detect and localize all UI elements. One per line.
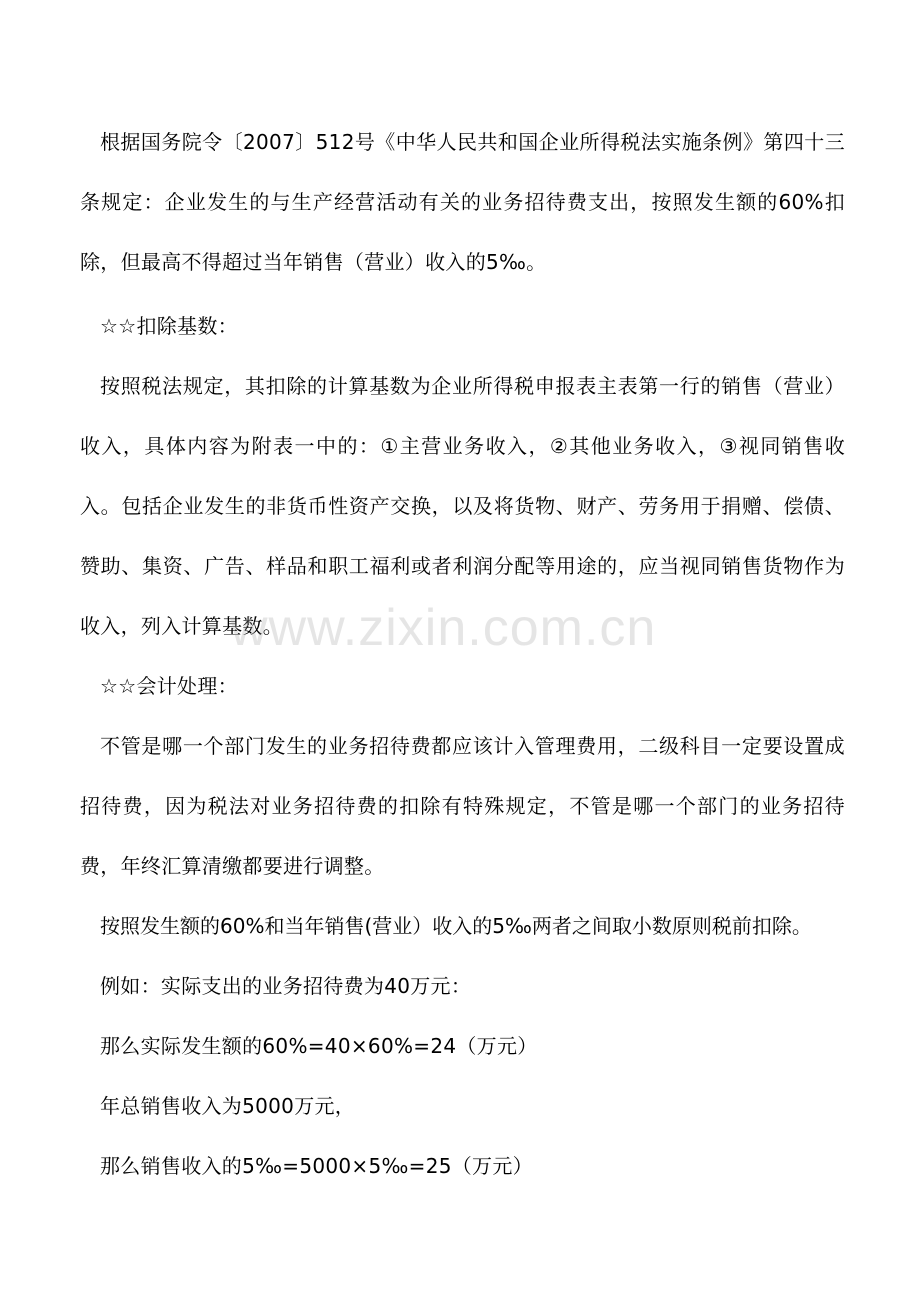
heading-deduction-base: ☆☆扣除基数： (100, 314, 238, 338)
paragraph-regulation: 根据国务院令〔2007〕512号《中华人民共和国企业所得税法实施条例》第四十三条规定：企业发生的与生产经营活动有关的业务招待费支出，按照发生额的60%扣除，但最高不得超过当年销售（营业）收入的5‰。 (80, 130, 845, 274)
paragraph-accounting: 不管是哪一个部门发生的业务招待费都应该计入管理费用，二级科目一定要设置成招待费，因为税法对业务招待费的扣除有特殊规定，不管是哪一个部门的业务招待费，年终汇算清缴都要进行调整。 (80, 734, 845, 878)
paragraph-sales-limit: 那么销售收入的5‰=5000×5‰=25（万元） (100, 1154, 533, 1178)
paragraph-actual-amount: 那么实际发生额的60%=40×60%=24（万元） (100, 1034, 538, 1058)
paragraph-principle: 按照发生额的60%和当年销售(营业）收入的5‰两者之间取小数原则税前扣除。 (100, 914, 812, 938)
watermark: www.zixin.com.cn (230, 599, 657, 657)
paragraph-total-sales: 年总销售收入为5000万元， (100, 1094, 356, 1118)
heading-accounting: ☆☆会计处理： (100, 674, 238, 698)
paragraph-example: 例如：实际支出的业务招待费为40万元： (100, 974, 472, 998)
paragraph-deduction-base: 按照税法规定，其扣除的计算基数为企业所得税申报表主表第一行的销售（营业）收入，具体内容为附表一中的：①主营业务收入，②其他业务收入，③视同销售收入。包括企业发生的非货币性资产交换，以及将货物、财产、劳务用于捐赠、偿债、赞助、集资、广告、样品和职工福利或者利润分配等用途的，应当视同销售货物作为收入，列入计算基数。 (80, 374, 845, 638)
